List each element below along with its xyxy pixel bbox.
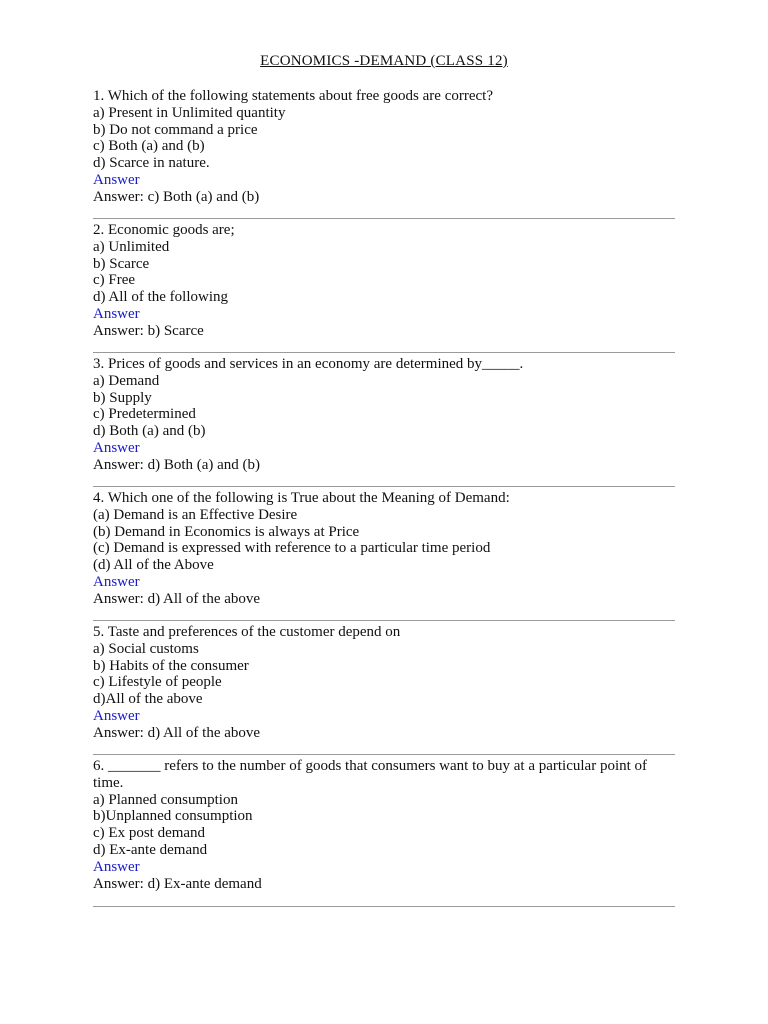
- option-d: d)All of the above: [93, 691, 203, 708]
- divider: [93, 906, 675, 907]
- question-block-4: [93, 490, 675, 608]
- question-text: 3. Prices of goods and services in an economy are determined by_____.: [93, 356, 524, 372]
- option-c: c) Both (a) and (b): [93, 138, 205, 155]
- divider: [93, 218, 675, 219]
- option-c: (c) Demand is expressed with reference to a particular time period: [93, 540, 491, 557]
- question-text: 6. _______ refers to the number of goods that consumers want to buy at a particular point of time.: [93, 758, 648, 791]
- question-block-2: [93, 222, 675, 340]
- option-a: a) Unlimited: [93, 238, 170, 255]
- option-c: c) Free: [93, 272, 136, 289]
- divider: [93, 754, 675, 755]
- option-a: a) Present in Unlimited quantity: [93, 104, 286, 121]
- question-block-3: [93, 356, 675, 474]
- option-c: c) Lifestyle of people: [93, 674, 222, 691]
- question-text: 2. Economic goods are;: [93, 222, 235, 238]
- option-a: a) Social customs: [93, 640, 199, 657]
- question-text: 4. Which one of the following is True about the Meaning of Demand:: [93, 490, 510, 506]
- answer-text: Answer: c) Both (a) and (b): [93, 188, 260, 205]
- answer-text: Answer: d) Ex-ante demand: [93, 875, 262, 892]
- answer-link[interactable]: Answer: [93, 171, 140, 188]
- answer-text: Answer: d) Both (a) and (b): [93, 456, 261, 473]
- option-b: b) Do not command a price: [93, 121, 258, 138]
- option-c: c) Ex post demand: [93, 825, 206, 842]
- answer-link[interactable]: Answer: [93, 707, 140, 724]
- option-d: d) All of the following: [93, 289, 228, 306]
- option-b: b) Supply: [93, 389, 152, 406]
- option-a: a) Planned consumption: [93, 791, 238, 808]
- option-d: (d) All of the Above: [93, 557, 214, 574]
- option-b: b) Habits of the consumer: [93, 657, 249, 674]
- question-block-6: [93, 758, 675, 892]
- answer-link[interactable]: Answer: [93, 305, 140, 322]
- option-a: (a) Demand is an Effective Desire: [93, 506, 298, 523]
- divider: [93, 352, 675, 353]
- option-c: c) Predetermined: [93, 406, 196, 423]
- answer-link[interactable]: Answer: [93, 573, 140, 590]
- question-text: 1. Which of the following statements about free goods are correct?: [93, 88, 493, 104]
- answer-text: Answer: d) All of the above: [93, 590, 261, 607]
- divider: [93, 486, 675, 487]
- answer-text: Answer: b) Scarce: [93, 322, 204, 339]
- option-d: d) Scarce in nature.: [93, 155, 210, 172]
- option-d: d) Ex-ante demand: [93, 841, 208, 858]
- answer-link[interactable]: Answer: [93, 858, 140, 875]
- page-title-text: ECONOMICS -DEMAND (CLASS 12): [260, 53, 508, 69]
- option-b: (b) Demand in Economics is always at Price: [93, 523, 360, 540]
- option-a: a) Demand: [93, 372, 160, 389]
- option-b: b)Unplanned consumption: [93, 808, 253, 825]
- option-d: d) Both (a) and (b): [93, 423, 206, 440]
- answer-link[interactable]: Answer: [93, 439, 140, 456]
- question-block-1: [93, 88, 675, 206]
- question-block-5: [93, 624, 675, 742]
- answer-text: Answer: d) All of the above: [93, 724, 261, 741]
- divider: [93, 620, 675, 621]
- question-text: 5. Taste and preferences of the customer depend on: [93, 624, 401, 640]
- option-b: b) Scarce: [93, 255, 150, 272]
- page-title: [0, 52, 768, 70]
